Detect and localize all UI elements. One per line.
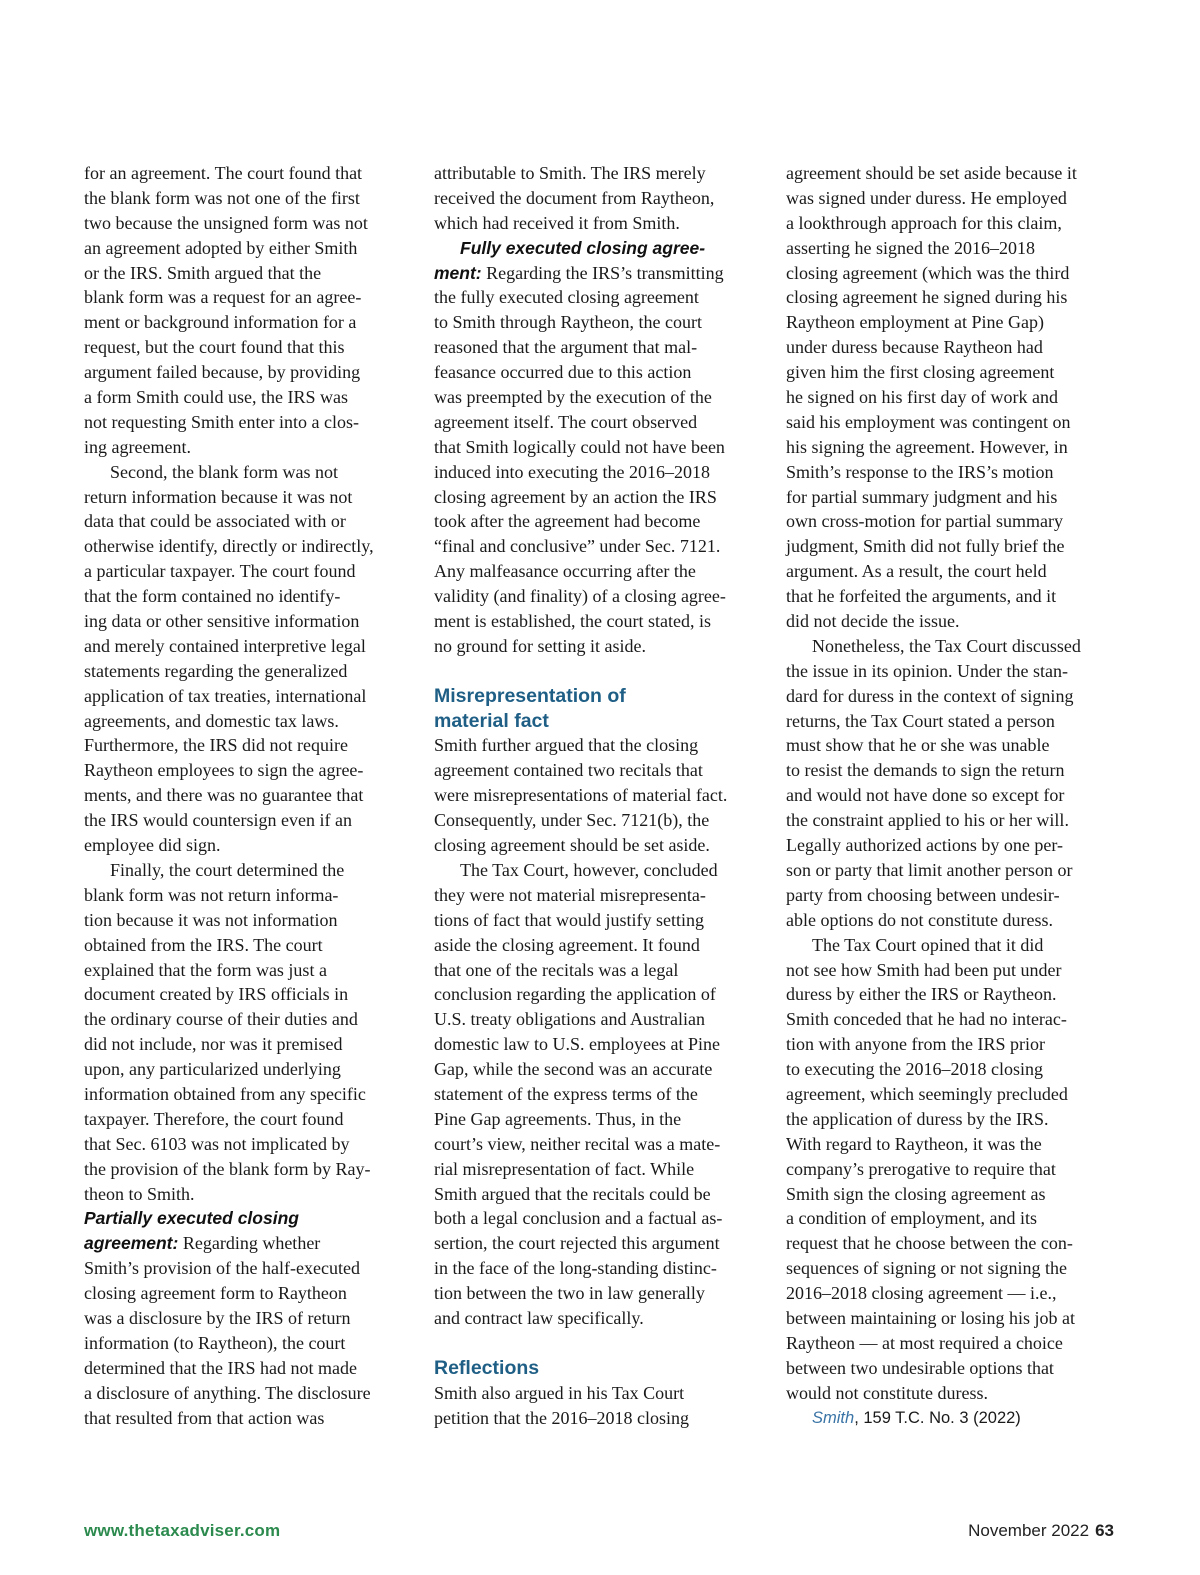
text-line: argument. As a result, the court held (786, 561, 1047, 582)
text-line: both a legal conclusion and a factual as- (434, 1208, 723, 1229)
text-line (84, 1206, 414, 1231)
text-line: or the IRS. Smith argued that the (84, 262, 322, 283)
text-line: and merely contained interpretive legal (84, 635, 366, 656)
text-line: document created by IRS officials in (84, 984, 349, 1005)
text-line: employee did sign. (84, 835, 221, 856)
text-line: Any malfeasance occurring after the (434, 561, 696, 582)
text-line: were misrepresentations of material fact. (434, 785, 728, 806)
text-line: that the form contained no identify- (84, 586, 341, 607)
run-in-heading: Fully executed closing agree- (460, 237, 706, 258)
text-line: conclusion regarding the application of (434, 984, 716, 1005)
text-line: aside the closing agreement. It found (434, 934, 700, 955)
text-line: application of tax treaties, international (84, 685, 367, 706)
text-line: statement of the express terms of the (434, 1083, 698, 1104)
text-line: ment is established, the court stated, is (434, 611, 711, 632)
text-line: that he forfeited the arguments, and it (786, 586, 1057, 607)
text-line: under duress because Raytheon had (786, 337, 1043, 358)
text-line: determined that the IRS had not made (84, 1357, 357, 1378)
text-line: tion between the two in law generally (434, 1283, 705, 1304)
text-line: Raytheon — at most required a choice (786, 1332, 1063, 1353)
text-line: Smith argued that the recitals could be (434, 1183, 711, 1204)
text-line: ing agreement. (84, 436, 191, 457)
text-line: son or party that limit another person or (786, 859, 1073, 880)
article-column-3 (786, 161, 1116, 1430)
text-line: validity (and finality) of a closing agree- (434, 586, 726, 607)
text-line: closing agreement (which was the third (786, 262, 1070, 283)
text-line: The Tax Court opined that it did (812, 934, 1044, 955)
text-line: argument failed because, by providing (84, 362, 361, 383)
text-line: The Tax Court, however, concluded (460, 859, 718, 880)
paragraph-spacer (434, 1331, 764, 1356)
text-line: would not constitute duress. (786, 1382, 988, 1403)
text-line: Nonetheless, the Tax Court discussed (812, 635, 1081, 656)
text-line: tion because it was not information (84, 909, 338, 930)
text-line: received the document from Raytheon, (434, 187, 715, 208)
text-line: judgment, Smith did not fully brief the (786, 536, 1065, 557)
text-line: took after the agreement had become (434, 511, 701, 532)
text-line: rial misrepresentation of fact. While (434, 1158, 695, 1179)
text-line: sertion, the court rejected this argument (434, 1233, 720, 1254)
text-line: no ground for setting it aside. (434, 635, 646, 656)
citation-case-name: Smith (812, 1408, 855, 1427)
text-line: attributable to Smith. The IRS merely (434, 163, 706, 183)
text-line: closing agreement by an action the IRS (434, 486, 717, 507)
text-line: company’s prerogative to require that (786, 1158, 1056, 1179)
text-line: agreements, and domestic tax laws. (84, 710, 339, 731)
text-line: “final and conclusive” under Sec. 7121. (434, 536, 721, 557)
footer-issue-date: November 2022 (968, 1521, 1090, 1540)
text-line: not see how Smith had been put under (786, 959, 1062, 980)
text-line (84, 1231, 414, 1256)
text-line: domestic law to U.S. employees at Pine (434, 1034, 720, 1055)
text-line (434, 236, 764, 261)
text-line: which had received it from Smith. (434, 212, 680, 233)
text-line: court’s view, neither recital was a mate- (434, 1133, 721, 1154)
text-line: a form Smith could use, the IRS was (84, 387, 348, 408)
text-line: returns, the Tax Court stated a person (786, 710, 1055, 731)
text-line: two because the unsigned form was not (84, 212, 368, 233)
text-line: closing agreement he signed during his (786, 287, 1068, 308)
text-line: between two undesirable options that (786, 1357, 1054, 1378)
text-line: Smith conceded that he had no interac- (786, 1009, 1067, 1030)
text-line: explained that the form was just a (84, 959, 327, 980)
text-line: said his employment was contingent on (786, 411, 1071, 432)
text-line: agreement, which seemingly precluded (786, 1083, 1068, 1104)
text-line: obtained from the IRS. The court (84, 934, 323, 955)
text-line: a condition of employment, and its (786, 1208, 1037, 1229)
text-line: U.S. treaty obligations and Australian (434, 1009, 705, 1030)
text-line: Second, the blank form was not (110, 461, 338, 482)
text-line: between maintaining or losing his job at (786, 1307, 1075, 1328)
text-line: taxpayer. Therefore, the court found (84, 1108, 344, 1129)
article-column-2 (434, 161, 764, 1430)
text-line: upon, any particularized underlying (84, 1059, 341, 1080)
run-in-heading: agreement: (84, 1233, 179, 1254)
text-line: that resulted from that action was (84, 1407, 325, 1428)
text-line: that one of the recitals was a legal (434, 959, 679, 980)
text-line: agreement contained two recitals that (434, 760, 703, 781)
text-line: a disclosure of anything. The disclosure (84, 1382, 371, 1403)
text-line: ing data or other sensitive information (84, 611, 360, 632)
text-line: information obtained from any specific (84, 1083, 366, 1104)
text-line: was a disclosure by the IRS of return (84, 1307, 351, 1328)
text-line: his signing the agreement. However, in (786, 436, 1068, 457)
text-line: the ordinary course of their duties and (84, 1009, 358, 1030)
text-line: to resist the demands to sign the return (786, 760, 1065, 781)
text-line: sequences of signing or not signing the (786, 1258, 1067, 1279)
footer-issue-info (968, 1521, 1114, 1541)
section-heading: material fact (434, 709, 549, 732)
text-line: data that could be associated with or (84, 511, 346, 532)
text-line: the IRS would countersign even if an (84, 810, 352, 831)
text-line: did not include, nor was it premised (84, 1034, 343, 1055)
text-line: they were not material misrepresenta- (434, 884, 706, 905)
text-line: ment or background information for a (84, 312, 357, 333)
text-line: Smith also argued in his Tax Court (434, 1382, 685, 1403)
text-line: a particular taxpayer. The court found (84, 561, 356, 582)
text-line: Legally authorized actions by one per- (786, 835, 1064, 856)
text-line: Smith’s response to the IRS’s motion (786, 461, 1054, 482)
text-line: he signed on his first day of work and (786, 387, 1058, 408)
text-line: Raytheon employment at Pine Gap) (786, 312, 1044, 333)
text-line: Gap, while the second was an accurate (434, 1059, 713, 1080)
text-line: request that he choose between the con- (786, 1233, 1073, 1254)
text-line: and contract law specifically. (434, 1307, 644, 1328)
text-line: With regard to Raytheon, it was the (786, 1133, 1042, 1154)
text-line: request, but the court found that this (84, 337, 345, 358)
text-line: dard for duress in the context of signing (786, 685, 1074, 706)
text-line: Furthermore, the IRS did not require (84, 735, 348, 756)
text-line: return information because it was not (84, 486, 353, 507)
text-line: given him the first closing agreement (786, 362, 1055, 383)
text-line: for partial summary judgment and his (786, 486, 1058, 507)
text-line: Raytheon employees to sign the agree- (84, 760, 364, 781)
text-line: agreement itself. The court observed (434, 411, 698, 432)
text-line: able options do not constitute duress. (786, 909, 1053, 930)
text-line: theon to Smith. (84, 1183, 195, 1204)
text-line: was preempted by the execution of the (434, 387, 712, 408)
text-line: Smith further argued that the closing (434, 735, 699, 756)
text-line: Smith’s provision of the half-executed (84, 1258, 360, 1279)
text-line: blank form was not return informa- (84, 884, 339, 905)
text-line: not requesting Smith enter into a clos- (84, 411, 359, 432)
text-line: in the face of the long-standing distinc- (434, 1258, 717, 1279)
text-line: must show that he or she was unable (786, 735, 1050, 756)
text-line: feasance occurred due to this action (434, 362, 692, 383)
text-line: 2016–2018 closing agreement — i.e., (786, 1283, 1057, 1304)
text-line: to executing the 2016–2018 closing (786, 1059, 1043, 1080)
text-line: the application of duress by the IRS. (786, 1108, 1049, 1129)
text-line: the provision of the blank form by Ray- (84, 1158, 371, 1179)
section-heading: Reflections (434, 1356, 540, 1379)
text-line: closing agreement should be set aside. (434, 835, 710, 856)
text-line: own cross-motion for partial summary (786, 511, 1063, 532)
text-line: tions of fact that would justify setting (434, 909, 704, 930)
text-line: information (to Raytheon), the court (84, 1332, 346, 1353)
text-line: statements regarding the generalized (84, 660, 348, 681)
text-line: did not decide the issue. (786, 611, 960, 632)
text-line (434, 261, 764, 286)
case-citation (786, 1406, 1116, 1431)
text-line: asserting he signed the 2016–2018 (786, 237, 1035, 258)
text-line: induced into executing the 2016–2018 (434, 461, 710, 482)
text-line: petition that the 2016–2018 closing (434, 1407, 689, 1428)
text-line: reasoned that the argument that mal- (434, 337, 698, 358)
text-line: and would not have done so except for (786, 785, 1065, 806)
article-column-1 (84, 161, 414, 1430)
text-line: otherwise identify, directly or indirectly, (84, 536, 374, 557)
text-line: party from choosing between undesir- (786, 884, 1060, 905)
text-line: blank form was a request for an agree- (84, 287, 362, 308)
text-line: Consequently, under Sec. 7121(b), the (434, 810, 710, 831)
text-line: Smith sign the closing agreement as (786, 1183, 1046, 1204)
run-in-heading: ment: (434, 262, 482, 283)
line-text: Regarding whether (178, 1233, 321, 1254)
text-line: closing agreement form to Raytheon (84, 1283, 347, 1304)
section-heading: Misrepresentation of (434, 684, 626, 707)
footer-website-url[interactable]: www.thetaxadviser.com (84, 1521, 281, 1540)
paragraph-spacer (434, 659, 764, 684)
text-line: a lookthrough approach for this claim, (786, 212, 1062, 233)
text-line: the constraint applied to his or her will. (786, 810, 1069, 831)
text-line: Finally, the court determined the (110, 859, 345, 880)
text-line: ments, and there was no guarantee that (84, 785, 364, 806)
text-line: the blank form was not one of the first (84, 187, 360, 208)
text-line: the issue in its opinion. Under the stan- (786, 660, 1068, 681)
text-line: an agreement adopted by either Smith (84, 237, 358, 258)
text-line: agreement should be set aside because it (786, 163, 1077, 183)
text-line: duress by either the IRS or Raytheon. (786, 984, 1057, 1005)
line-text: Regarding the IRS’s transmitting (481, 262, 724, 283)
citation-reference: , 159 T.C. No. 3 (2022) (854, 1408, 1021, 1427)
text-line: Pine Gap agreements. Thus, in the (434, 1108, 682, 1129)
text-line: for an agreement. The court found that (84, 163, 363, 183)
run-in-heading: Partially executed closing (84, 1208, 299, 1229)
text-line: was signed under duress. He employed (786, 187, 1067, 208)
text-line: the fully executed closing agreement (434, 287, 699, 308)
page-number: 63 (1095, 1521, 1114, 1540)
text-line: that Smith logically could not have been (434, 436, 725, 457)
text-line: tion with anyone from the IRS prior (786, 1034, 1045, 1055)
text-line: that Sec. 6103 was not implicated by (84, 1133, 350, 1154)
text-line: to Smith through Raytheon, the court (434, 312, 702, 333)
